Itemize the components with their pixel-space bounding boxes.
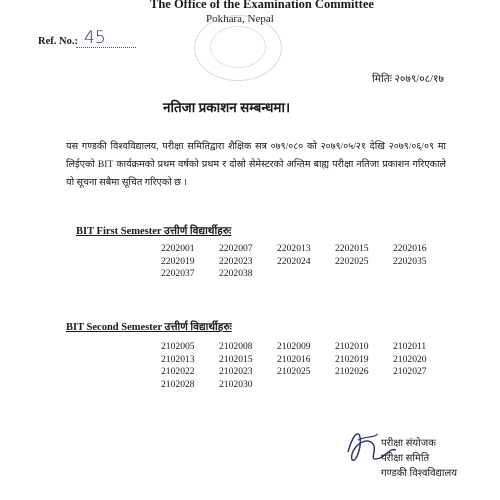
notice-date: मितिः २०७९/०८/१७ [372,74,444,85]
roll-number: 2202037 [161,268,195,279]
notice-body: यस गण्डकी विश्वविद्यालय, परीक्षा समितिद्वारा शैक्षिक सत्र ०७९/०८० को २०७९/०५/२१ देखि २०७९/०६/०९ मा लिईएको BIT कार्यक्रमको प्रथम वर्षको प्रथम र दोस्रो सेमेस्टरको अन्तिम बाह्य परीक्षा नतिजा प्रकाशन गरिएकाले यो सूचना सबैमा सूचित गरिएको छ । [66,141,446,188]
roll-number: 2102009 [277,341,311,352]
signatory-title: परीक्षा संयोजक [381,438,436,449]
roll-number: 2202019 [161,255,195,267]
second-semester-roll-list [161,341,451,391]
roll-number: 2102011 [393,341,427,352]
roll-number: 2102023 [219,366,253,377]
roll-number: 2102015 [219,353,253,365]
roll-number: 2102020 [393,353,427,365]
roll-number: 2102025 [277,366,311,377]
roll-number: 2102016 [277,353,311,365]
roll-number: 2102027 [393,366,427,377]
roll-number: 2202035 [393,255,427,267]
roll-number: 2202001 [161,243,195,254]
signatory-university: गण्डकी विश्वविद्यालय [381,468,458,479]
first-semester-roll-list [161,243,451,281]
second-semester-heading: BIT Second Semester उत्तीर्ण विद्यार्थीहरुः [66,322,232,333]
signatory-committee: परीक्षा समिति [381,453,430,464]
first-semester-heading: BIT First Semester उत्तीर्ण विद्यार्थीहरुः [76,226,232,237]
roll-number: 2202024 [277,255,311,267]
roll-number: 2202007 [219,243,253,254]
roll-number: 2102008 [219,341,253,352]
reference-label: Ref. No.: [38,36,78,47]
roll-number: 2202038 [219,268,253,279]
roll-number: 2202023 [219,255,253,267]
roll-number: 2102030 [219,378,253,390]
office-seal-inner [210,26,266,68]
reference-number: 45 [84,28,106,48]
roll-number: 2202015 [335,243,369,254]
roll-number: 2102026 [335,366,369,377]
roll-number: 2202016 [393,243,427,254]
signatory-block [381,436,457,481]
roll-number: 2102013 [161,353,195,365]
roll-number: 2102005 [161,341,195,352]
roll-number: 2202025 [335,255,369,267]
roll-number: 2102019 [335,353,369,365]
office-title: The Office of the Examination Committee [150,0,374,11]
roll-number: 2102022 [161,366,195,377]
roll-number: 2102028 [161,378,195,390]
roll-number: 2202013 [277,243,311,254]
notice-subject: नतिजा प्रकाशन सम्बन्धमा। [163,100,291,115]
office-location: Pokhara, Nepal [206,13,274,25]
roll-number: 2102010 [335,341,369,352]
